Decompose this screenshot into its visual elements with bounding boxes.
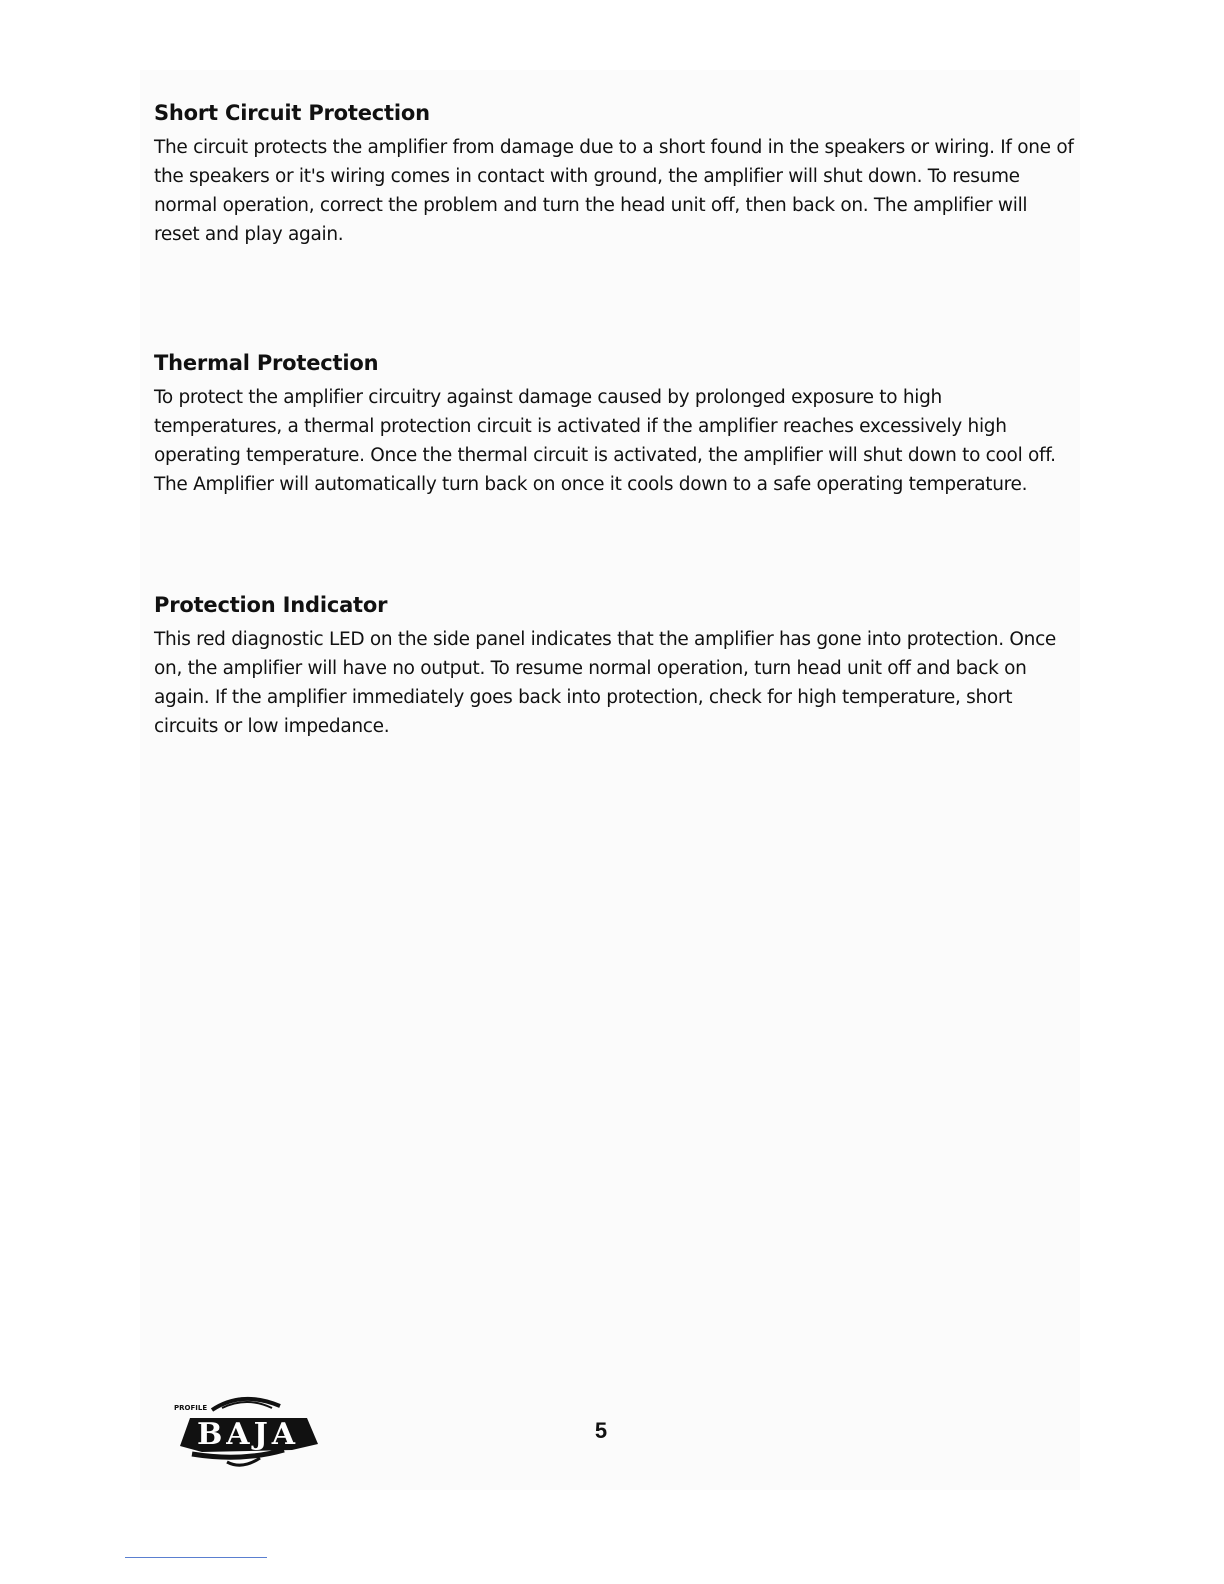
baja-logo [172, 1388, 322, 1474]
section-short-circuit-protection [154, 99, 1074, 249]
section-heading: Thermal Protection [154, 351, 379, 375]
section-thermal-protection [154, 349, 1074, 499]
page-background [140, 70, 1080, 1490]
section-body: This red diagnostic LED on the side panel indicates that the amplifier has gone into protection. Once on, the amplifier will have no output. To resume normal operation, turn head unit off and back on again. If the amplifier immediately goes back into protection, check for high temperature, short circuits or low impedance. [154, 629, 1057, 737]
section-body: To protect the amplifier circuitry against damage caused by prolonged exposure to high temperatures, a thermal protection circuit is activated if the amplifier reaches excessively high operating temperature. Once the thermal circuit is activated, the amplifier will shut down to cool off. The Amplifier will automatically turn back on once it cools down to a safe operating temperature. [154, 387, 1056, 495]
section-heading: Short Circuit Protection [154, 101, 430, 125]
section-protection-indicator [154, 591, 1074, 741]
logo-small-text: PROFILE [174, 1404, 208, 1412]
bottom-rule [125, 1557, 267, 1558]
page-number: 5 [594, 1418, 608, 1443]
section-body: The circuit protects the amplifier from damage due to a short found in the speakers or wiring. If one of the speakers or it's wiring comes in contact with ground, the amplifier will shut down. To resume normal operation, correct the problem and turn the head unit off, then back on. The amplifier will reset and play again. [154, 137, 1074, 245]
section-heading: Protection Indicator [154, 593, 388, 617]
logo-text: BAJA [196, 1417, 300, 1452]
